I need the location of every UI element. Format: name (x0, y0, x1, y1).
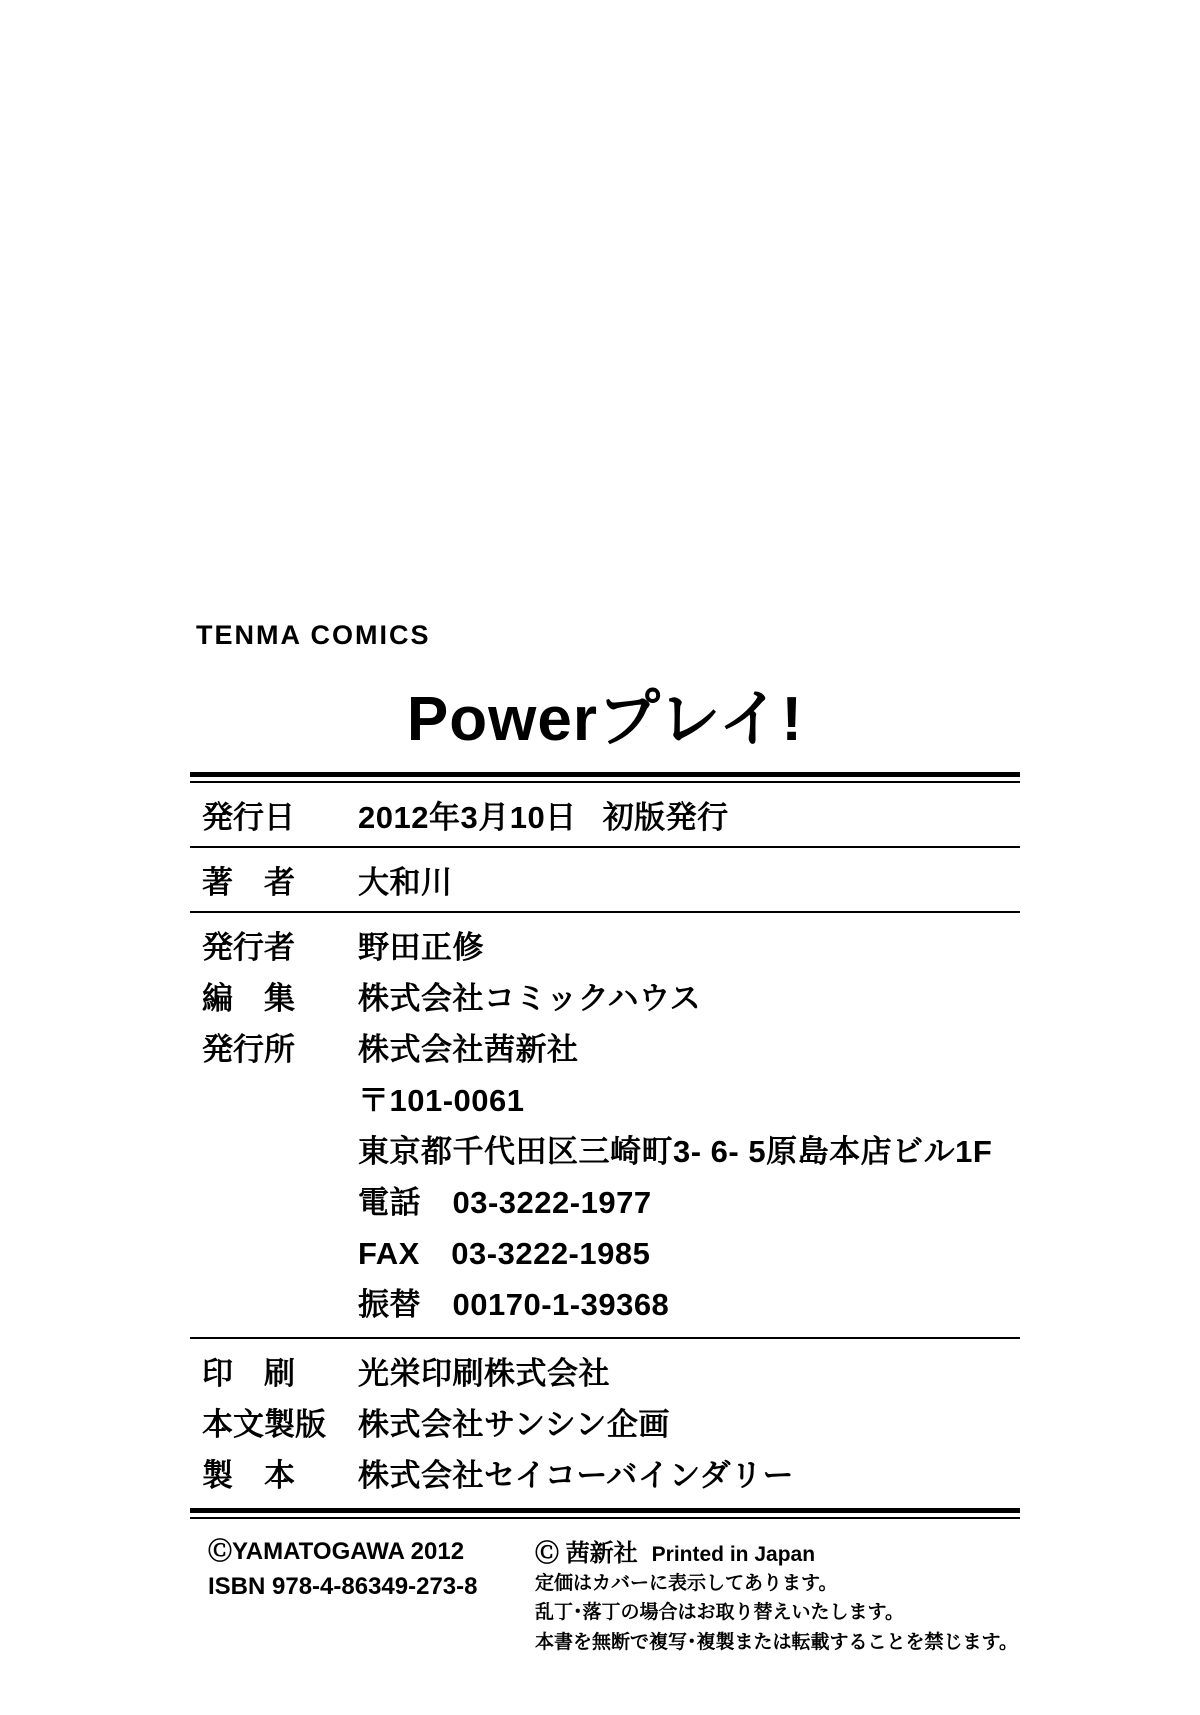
note-line: 定価はカバーに表示してあります。 (535, 1573, 838, 1594)
author-name: 大和川 (358, 865, 453, 900)
line-label: 発行所 (202, 1032, 295, 1067)
line-editor (190, 970, 1020, 1021)
divider-top (190, 772, 1020, 783)
page-title: Powerプレイ! (406, 685, 804, 754)
footer-publisher-copyright (535, 1533, 815, 1568)
line-value: 株式会社サンシン企画 (358, 1407, 670, 1442)
edition-note: 初版発行 (602, 800, 729, 835)
row-author (190, 848, 1020, 911)
publisher-copyright: Ⓒ 茜新社 (535, 1540, 638, 1567)
line-postal-code (190, 1072, 1020, 1123)
copyright-line: ⒸYAMATOGAWA 2012 (208, 1538, 465, 1565)
line-value: 電話 03-3222-1977 (358, 1185, 652, 1220)
line-label: 編 集 (202, 981, 295, 1016)
line-fax (190, 1225, 1020, 1276)
publication-date: 2012年3月10日 (358, 800, 577, 835)
footer (190, 1529, 1020, 1653)
colophon (190, 620, 1020, 1653)
line-address (190, 1123, 1020, 1174)
row-value (358, 792, 729, 837)
line-value: 株式会社セイコーバインダリー (358, 1458, 795, 1493)
line-value: 株式会社コミックハウス (358, 981, 702, 1016)
row-label: 発行日 (202, 800, 295, 835)
row-label: 著 者 (202, 865, 295, 900)
isbn-line: ISBN 978-4-86349-273-8 (208, 1572, 478, 1600)
line-value: 〒101-0061 (358, 1083, 525, 1118)
line-label: 本文製版 (202, 1407, 326, 1442)
publisher-block (190, 913, 1020, 1337)
printed-in-japan: Printed in Japan (651, 1543, 816, 1566)
note-line: 本書を無断で複写･複製または転載することを禁じます。 (535, 1631, 1018, 1653)
production-block (190, 1339, 1020, 1508)
divider-bottom (190, 1508, 1020, 1519)
line-label: 発行者 (202, 930, 295, 965)
line-label: 印 刷 (202, 1356, 295, 1391)
footer-left (208, 1535, 478, 1605)
line-binding (190, 1447, 1020, 1498)
note-line: 乱丁･落丁の場合はお取り替えいたします。 (535, 1602, 904, 1624)
line-printing (190, 1345, 1020, 1396)
line-value: 光栄印刷株式会社 (358, 1356, 610, 1391)
line-label: 製 本 (202, 1458, 295, 1493)
line-value: 野田正修 (358, 930, 484, 965)
line-publishing-house (190, 1021, 1020, 1072)
line-value: 東京都千代田区三崎町3- 6- 5原島本店ビル1F (358, 1134, 993, 1169)
footer-notes (535, 1569, 1018, 1657)
line-value: 振替 00170-1-39368 (358, 1287, 670, 1322)
line-value: 株式会社茜新社 (358, 1032, 579, 1067)
line-value: FAX 03-3222-1985 (358, 1236, 651, 1271)
line-telephone (190, 1174, 1020, 1225)
line-publisher-person (190, 919, 1020, 970)
line-typesetting (190, 1396, 1020, 1447)
line-furikae (190, 1276, 1020, 1327)
row-publication-date (190, 783, 1020, 846)
imprint-label: TENMA COMICS (196, 620, 431, 650)
